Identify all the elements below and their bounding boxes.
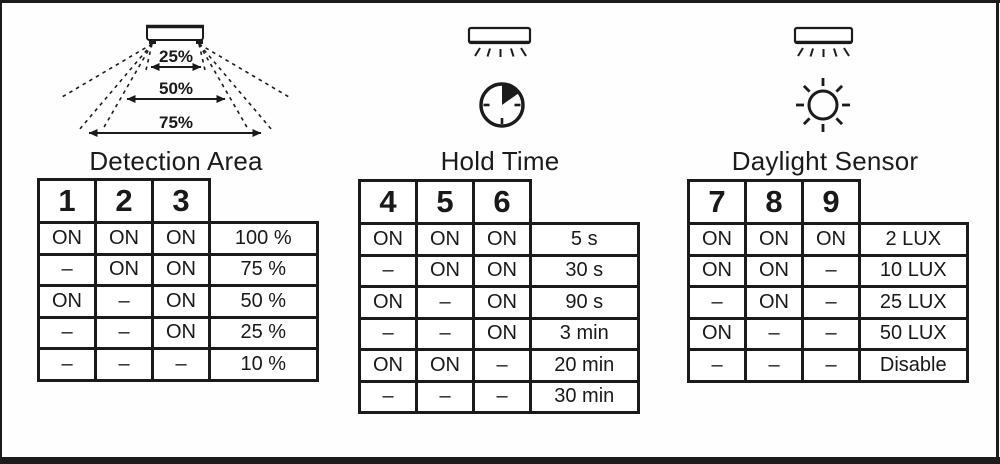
switch-state-cell: ON [474,255,531,287]
switch-state-cell: – [96,349,153,381]
switch-state-cell: ON [417,350,474,382]
setting-value-cell: 5 s [531,224,639,256]
switch-state-cell: – [360,381,417,413]
switch-number-header: 3 [153,180,210,223]
dip-setting-row [689,224,968,256]
switch-state-cell: ON [474,318,531,350]
switch-state-cell: ON [746,255,803,287]
switch-state-cell: ON [360,287,417,319]
switch-state-cell: – [474,381,531,413]
dip-setting-row [39,286,318,318]
setting-value-cell: 3 min [531,318,639,350]
switch-state-cell: ON [153,317,210,349]
dip-setting-row [39,317,318,349]
setting-value-cell: 100 % [210,223,318,255]
switch-state-cell: – [96,286,153,318]
switch-state-cell: ON [689,224,746,256]
header-spacer [860,181,968,224]
switch-number-header: 7 [689,181,746,224]
section-title-hold-time: Hold Time [440,146,560,176]
switch-state-cell: – [746,318,803,350]
switch-state-cell: – [153,349,210,381]
setting-value-cell: 25 % [210,317,318,349]
setting-value-cell: 2 LUX [860,224,968,256]
switch-state-cell: – [417,287,474,319]
dip-setting-row [39,349,318,381]
dip-setting-row [689,350,968,382]
setting-value-cell: 20 min [531,350,639,382]
switch-state-cell: – [417,318,474,350]
page-frame-left [0,0,2,464]
switch-state-cell: ON [153,223,210,255]
detection-area-diagram-icon [35,14,317,146]
daylight-sensor-diagram-icon [784,26,872,134]
switch-state-cell: – [803,255,860,287]
sun-icon [796,78,850,132]
switch-number-header: 1 [39,180,96,223]
section-title-detection-area: Detection Area [89,146,263,176]
switch-state-cell: ON [689,255,746,287]
dip-setting-row [689,255,968,287]
switch-state-cell: – [746,350,803,382]
switch-state-cell: ON [417,224,474,256]
page-frame-right [996,0,999,464]
switch-state-cell: – [417,381,474,413]
switch-state-cell: ON [153,254,210,286]
setting-value-cell: 50 LUX [860,318,968,350]
ceiling-sensor-icon [146,26,204,44]
range-arrow-75 [89,113,261,133]
switch-state-cell: – [39,349,96,381]
switch-state-cell: – [803,287,860,319]
switch-state-cell: – [689,287,746,319]
dip-setting-row [689,287,968,319]
switch-number-header: 5 [417,181,474,224]
switch-state-cell: – [360,318,417,350]
page-frame-bottom [0,457,1000,464]
header-spacer [531,181,639,224]
switch-state-cell: – [39,254,96,286]
switch-state-cell: ON [39,286,96,318]
dip-setting-row [360,287,639,319]
switch-state-cell: – [96,317,153,349]
switch-header-row [689,181,968,224]
switch-state-cell: ON [746,224,803,256]
switch-number-header: 2 [96,180,153,223]
switch-header-row [360,181,639,224]
header-spacer [210,180,318,223]
ceiling-light-icon [469,28,530,57]
switch-state-cell: ON [474,287,531,319]
dip-setting-row [39,254,318,286]
switch-state-cell: ON [474,224,531,256]
setting-value-cell: 10 LUX [860,255,968,287]
switch-state-cell: ON [153,286,210,318]
dip-setting-row [689,318,968,350]
switch-state-cell: – [39,317,96,349]
switch-state-cell: ON [689,318,746,350]
range-label-50: 50% [158,79,194,98]
switch-state-cell: ON [360,350,417,382]
hold-time-table [358,179,640,414]
switch-number-header: 8 [746,181,803,224]
dip-setting-row [360,350,639,382]
section-title-daylight-sensor: Daylight Sensor [731,146,919,176]
hold-time-diagram-icon [460,26,545,131]
setting-value-cell: 75 % [210,254,318,286]
daylight-sensor-table [687,179,969,383]
timer-clock-icon [481,84,523,126]
switch-header-row [39,180,318,223]
dip-setting-row [39,223,318,255]
switch-state-cell: ON [417,255,474,287]
switch-state-cell: – [803,350,860,382]
setting-value-cell: 30 min [531,381,639,413]
page-frame-top [0,0,1000,3]
switch-state-cell: – [474,350,531,382]
dip-setting-row [360,255,639,287]
dip-setting-row [360,381,639,413]
setting-value-cell: 50 % [210,286,318,318]
switch-state-cell: ON [746,287,803,319]
switch-state-cell: ON [96,223,153,255]
switch-state-cell: – [689,350,746,382]
switch-state-cell: – [803,318,860,350]
ceiling-light-icon [795,28,852,57]
switch-state-cell: ON [96,254,153,286]
switch-number-header: 9 [803,181,860,224]
switch-state-cell: ON [360,224,417,256]
range-arrow-50 [127,79,225,99]
range-arrow-25 [151,47,201,67]
dip-setting-row [360,318,639,350]
setting-value-cell: 90 s [531,287,639,319]
setting-value-cell: 30 s [531,255,639,287]
range-label-75: 75% [158,113,194,132]
switch-state-cell: ON [39,223,96,255]
range-label-25: 25% [158,47,194,66]
setting-value-cell: 10 % [210,349,318,381]
switch-state-cell: ON [803,224,860,256]
switch-state-cell: – [360,255,417,287]
switch-number-header: 4 [360,181,417,224]
setting-value-cell: Disable [860,350,968,382]
switch-number-header: 6 [474,181,531,224]
dip-setting-row [360,224,639,256]
detection-area-table [37,178,319,382]
setting-value-cell: 25 LUX [860,287,968,319]
